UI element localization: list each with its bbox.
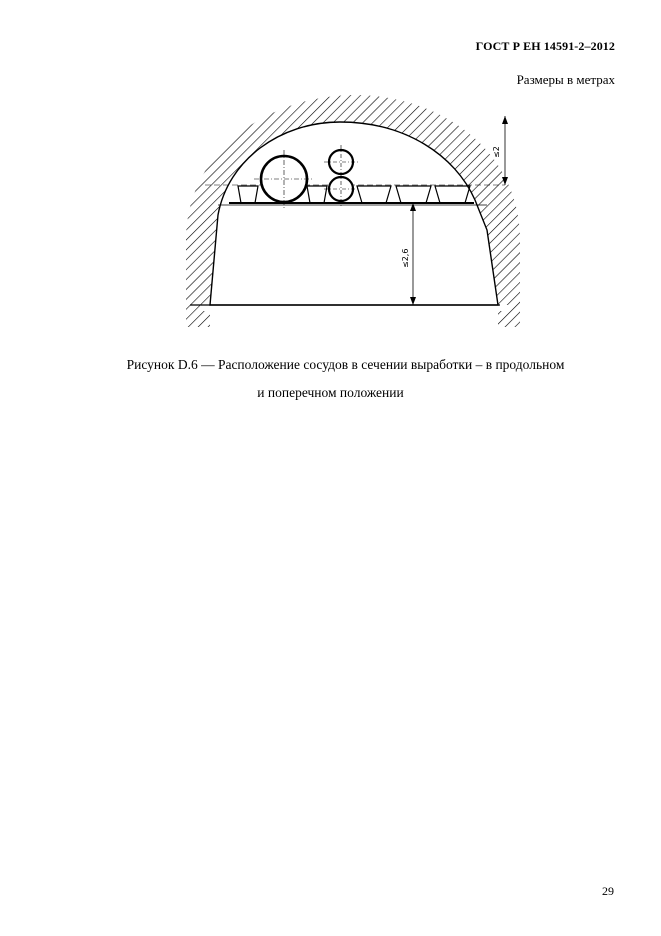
svg-text:≤2: ≤2 xyxy=(492,146,501,158)
caption-line-2: и поперечном положении xyxy=(257,385,404,400)
caption-line-1: Рисунок D.6 — Расположение сосудов в сечении выработки – в продольном xyxy=(126,357,565,372)
rock-hatching xyxy=(180,90,525,330)
tunnel-cross-section-figure xyxy=(0,0,661,340)
units-note: Размеры в метрах xyxy=(516,72,615,87)
figure-caption xyxy=(0,351,661,407)
svg-text:≤2,6: ≤2,6 xyxy=(401,248,410,268)
page-number: 29 xyxy=(602,884,614,898)
document-header: ГОСТ Р ЕН 14591-2–2012 xyxy=(475,39,615,53)
